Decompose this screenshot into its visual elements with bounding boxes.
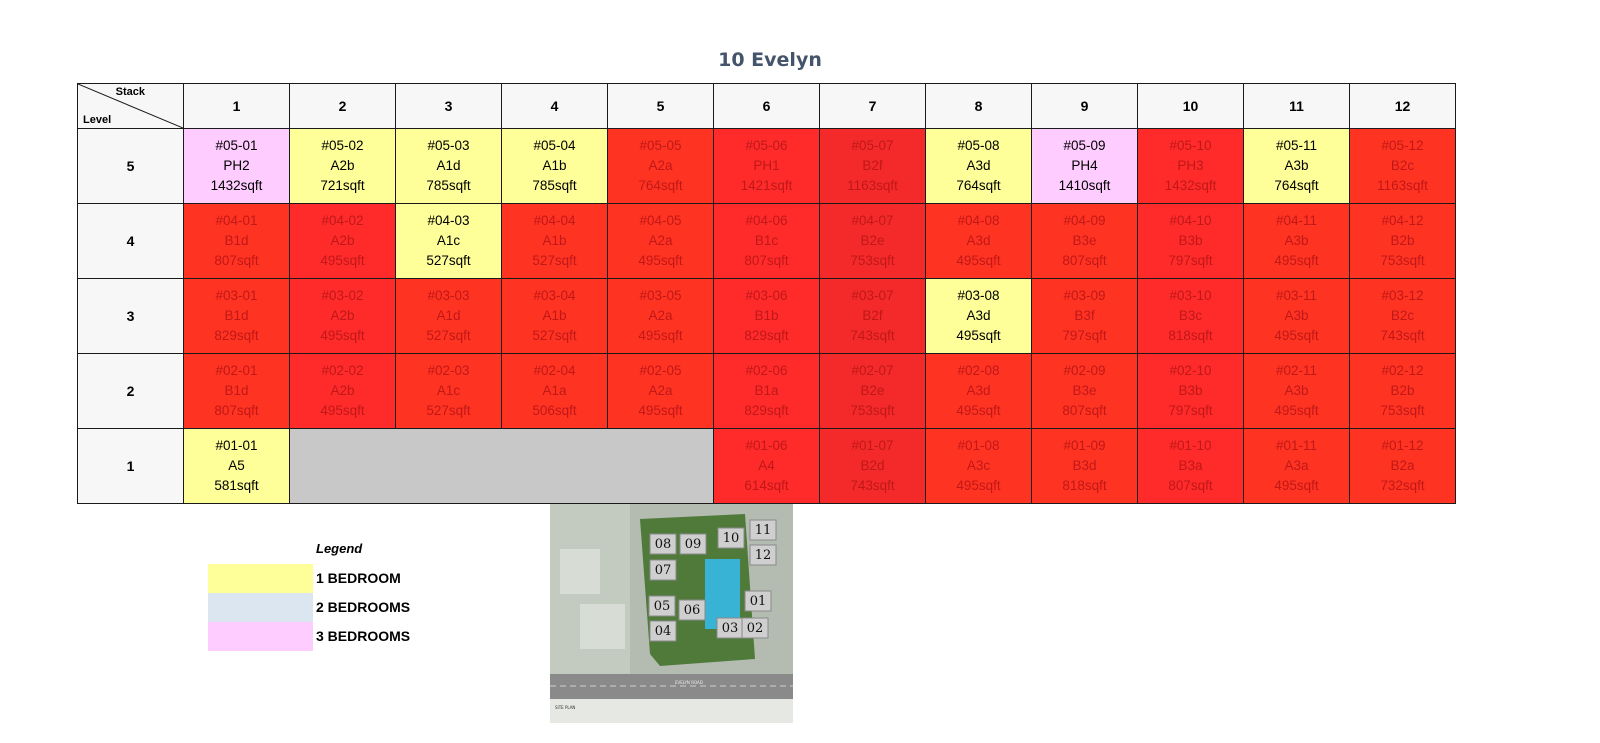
- unit-id: #03-04: [533, 288, 576, 303]
- unit-area: 743sqft: [850, 328, 895, 343]
- legend-item-1-bedroom: [208, 564, 528, 593]
- unit-cell[interactable]: [290, 279, 396, 354]
- unit-id: #05-01: [215, 138, 258, 153]
- unit-area: 527sqft: [532, 328, 577, 343]
- unit-area: 527sqft: [426, 328, 471, 343]
- unit-id: #02-11: [1275, 363, 1318, 378]
- unit-cell[interactable]: [1244, 354, 1350, 429]
- unit-area: 743sqft: [850, 478, 895, 493]
- unit-id: #03-10: [1169, 288, 1212, 303]
- legend-title: Legend: [316, 541, 363, 556]
- unit-cell[interactable]: [1244, 204, 1350, 279]
- unit-type: A2b: [330, 233, 355, 248]
- unit-cell[interactable]: [820, 279, 926, 354]
- unit-cell[interactable]: [396, 279, 502, 354]
- unit-type: B2f: [862, 158, 883, 173]
- stack-header-row: [78, 84, 1456, 129]
- unit-area: 753sqft: [850, 403, 895, 418]
- unit-cell[interactable]: [1032, 129, 1138, 204]
- unit-type: B3c: [1178, 308, 1203, 323]
- unit-id: #01-08: [957, 438, 1000, 453]
- unit-id: #05-03: [427, 138, 470, 153]
- unit-area: 807sqft: [1168, 478, 1213, 493]
- unit-cell[interactable]: [290, 204, 396, 279]
- unit-type: A3d: [966, 308, 991, 323]
- unit-id: #01-07: [851, 438, 894, 453]
- unit-id: #05-05: [639, 138, 682, 153]
- unit-id: #02-05: [639, 363, 682, 378]
- block-number-label: 08: [654, 537, 672, 552]
- site-plan-label: SITE PLAN: [555, 705, 576, 710]
- unit-cell[interactable]: [926, 354, 1032, 429]
- unit-cell[interactable]: [926, 204, 1032, 279]
- unit-area: 495sqft: [1274, 478, 1319, 493]
- unit-type: B1c: [754, 233, 779, 248]
- unit-type: A2a: [648, 383, 673, 398]
- unit-id: #01-11: [1275, 438, 1318, 453]
- stack-header-5: 5: [608, 84, 714, 129]
- unit-cell[interactable]: [184, 204, 290, 279]
- unit-type: A1c: [436, 233, 461, 248]
- unit-area: 495sqft: [638, 253, 683, 268]
- unit-cell[interactable]: [184, 279, 290, 354]
- unit-type: B2e: [860, 233, 885, 248]
- unit-id: #03-06: [745, 288, 788, 303]
- unit-id: #02-10: [1169, 363, 1212, 378]
- page-title: 10 Evelyn: [718, 49, 822, 71]
- unit-id: #05-07: [851, 138, 894, 153]
- unit-id: #03-08: [957, 288, 1000, 303]
- unit-cell[interactable]: [1350, 129, 1456, 204]
- unit-area: 495sqft: [956, 478, 1001, 493]
- unit-type: B1d: [224, 233, 249, 248]
- unit-type: B3a: [1178, 458, 1203, 473]
- legend-label: 3 BEDROOMS: [316, 628, 411, 644]
- legend-swatch: [208, 593, 313, 622]
- unit-area: 764sqft: [956, 178, 1001, 193]
- legend-swatch: [208, 622, 313, 651]
- unit-id: #05-10: [1169, 138, 1212, 153]
- unit-type: B3e: [1072, 383, 1097, 398]
- unit-type: A3a: [1284, 458, 1309, 473]
- unit-cell[interactable]: [714, 129, 820, 204]
- unit-cell[interactable]: [1032, 279, 1138, 354]
- stack-header-4: 4: [502, 84, 608, 129]
- unit-area: 527sqft: [426, 253, 471, 268]
- unit-type: A1d: [436, 158, 461, 173]
- unit-area: 495sqft: [638, 328, 683, 343]
- unit-type: A2a: [648, 158, 673, 173]
- unit-type: B2e: [860, 383, 885, 398]
- unit-id: #03-03: [427, 288, 470, 303]
- unit-cell[interactable]: [820, 354, 926, 429]
- unit-type: A2b: [330, 158, 355, 173]
- unit-id: #01-06: [745, 438, 788, 453]
- unit-type: A1a: [542, 383, 567, 398]
- unit-area: 1432sqft: [1164, 178, 1217, 193]
- unit-cell[interactable]: [926, 429, 1032, 504]
- unit-cell[interactable]: [820, 429, 926, 504]
- unit-area: 807sqft: [1062, 403, 1107, 418]
- unit-type: B3b: [1178, 383, 1203, 398]
- unit-id: #05-04: [533, 138, 576, 153]
- unit-id: #03-09: [1063, 288, 1106, 303]
- unit-id: #05-02: [321, 138, 364, 153]
- block-number-label: 06: [683, 603, 701, 618]
- unit-area: 495sqft: [320, 328, 365, 343]
- unit-area: 495sqft: [956, 403, 1001, 418]
- unit-id: #04-12: [1381, 213, 1424, 228]
- unit-type: B2a: [1390, 458, 1415, 473]
- unit-id: #04-04: [533, 213, 576, 228]
- stack-axis-label: Stack: [115, 86, 145, 98]
- unit-area: 495sqft: [1274, 253, 1319, 268]
- unit-type: A3d: [966, 158, 991, 173]
- unit-type: B2c: [1390, 158, 1415, 173]
- block-number-label: 05: [653, 599, 671, 614]
- unit-area: 829sqft: [744, 403, 789, 418]
- legend-item-3-bedrooms: [208, 622, 528, 651]
- level-row-3: [78, 279, 1456, 354]
- unit-id: #04-09: [1063, 213, 1106, 228]
- unit-id: #04-01: [215, 213, 258, 228]
- block-number-label: 11: [754, 523, 772, 538]
- stack-header-9: 9: [1032, 84, 1138, 129]
- unit-cell[interactable]: [608, 354, 714, 429]
- unit-area: 829sqft: [744, 328, 789, 343]
- unit-id: #05-08: [957, 138, 1000, 153]
- unit-id: #01-09: [1063, 438, 1106, 453]
- unit-type: B2d: [860, 458, 885, 473]
- unit-id: #04-05: [639, 213, 682, 228]
- unit-area: 807sqft: [1062, 253, 1107, 268]
- unit-cell[interactable]: [396, 204, 502, 279]
- unit-id: #02-08: [957, 363, 1000, 378]
- unit-id: #02-07: [851, 363, 894, 378]
- unit-cell[interactable]: [502, 129, 608, 204]
- unit-cell[interactable]: [608, 204, 714, 279]
- unit-area: 495sqft: [320, 253, 365, 268]
- level-row-1: [78, 429, 1456, 504]
- unit-cell[interactable]: [1244, 129, 1350, 204]
- unit-id: #04-02: [321, 213, 364, 228]
- unit-type: A1d: [436, 308, 461, 323]
- unit-type: B3e: [1072, 233, 1097, 248]
- unit-id: #03-12: [1381, 288, 1424, 303]
- unit-area: 797sqft: [1168, 403, 1213, 418]
- road-label: EVELYN ROAD: [675, 680, 703, 685]
- unit-type: PH3: [1177, 158, 1204, 173]
- unit-cell[interactable]: [184, 429, 290, 504]
- unit-type: B2b: [1390, 233, 1415, 248]
- unit-area: 753sqft: [1380, 253, 1425, 268]
- unit-cell[interactable]: [714, 279, 820, 354]
- unit-area: 785sqft: [426, 178, 471, 193]
- unit-type: B1d: [224, 308, 249, 323]
- unit-type: A2a: [648, 233, 673, 248]
- unit-cell[interactable]: [290, 129, 396, 204]
- unit-type: B2c: [1390, 308, 1415, 323]
- unit-type: A4: [758, 458, 775, 473]
- unit-type: A3b: [1284, 383, 1309, 398]
- unit-type: B2b: [1390, 383, 1415, 398]
- unit-id: #03-05: [639, 288, 682, 303]
- unit-area: 527sqft: [426, 403, 471, 418]
- stack-header-6: 6: [714, 84, 820, 129]
- stack-header-2: 2: [290, 84, 396, 129]
- unit-id: #02-12: [1381, 363, 1424, 378]
- unit-cell[interactable]: [714, 204, 820, 279]
- unit-cell[interactable]: [1032, 429, 1138, 504]
- unit-type: A3c: [966, 458, 991, 473]
- stack-header-12: 12: [1350, 84, 1456, 129]
- unit-area: 829sqft: [214, 328, 259, 343]
- unit-id: #03-11: [1275, 288, 1318, 303]
- unit-area: 764sqft: [1274, 178, 1319, 193]
- unit-area: 1163sqft: [847, 178, 898, 193]
- unit-cell[interactable]: [1244, 429, 1350, 504]
- stack-header-11: 11: [1244, 84, 1350, 129]
- unit-cell[interactable]: [1350, 204, 1456, 279]
- unit-cell[interactable]: [1244, 279, 1350, 354]
- no-unit-cell: [290, 429, 714, 504]
- unit-cell[interactable]: [1138, 354, 1244, 429]
- unit-type: A2a: [648, 308, 673, 323]
- unit-id: #01-10: [1169, 438, 1212, 453]
- block-number-label: 07: [654, 563, 672, 578]
- level-axis-label: Level: [83, 114, 112, 126]
- unit-type: A3b: [1284, 233, 1309, 248]
- site-plan-image: [550, 504, 793, 723]
- level-label: 2: [78, 354, 184, 429]
- level-row-2: [78, 354, 1456, 429]
- unit-area: 495sqft: [1274, 403, 1319, 418]
- unit-type: A1b: [542, 233, 567, 248]
- unit-area: 495sqft: [956, 328, 1001, 343]
- unit-cell[interactable]: [1138, 129, 1244, 204]
- stack-header-3: 3: [396, 84, 502, 129]
- unit-id: #04-07: [851, 213, 894, 228]
- unit-area: 743sqft: [1380, 328, 1425, 343]
- unit-id: #02-03: [427, 363, 470, 378]
- unit-cell[interactable]: [1032, 354, 1138, 429]
- unit-cell[interactable]: [1138, 204, 1244, 279]
- unit-type: A3b: [1284, 308, 1309, 323]
- unit-type: B1b: [754, 308, 779, 323]
- unit-id: #04-11: [1275, 213, 1318, 228]
- block-number-label: 01: [749, 594, 767, 609]
- block-number-label: 04: [654, 624, 672, 639]
- unit-area: 818sqft: [1062, 478, 1107, 493]
- unit-availability-chart: [77, 83, 1456, 504]
- unit-type: A1b: [542, 158, 567, 173]
- unit-cell[interactable]: [184, 354, 290, 429]
- unit-type: B2f: [862, 308, 883, 323]
- block-number-label: 02: [746, 621, 764, 636]
- unit-type: B1d: [224, 383, 249, 398]
- unit-type: PH2: [223, 158, 250, 173]
- unit-cell[interactable]: [820, 204, 926, 279]
- unit-area: 807sqft: [214, 403, 259, 418]
- unit-id: #01-01: [215, 438, 258, 453]
- unit-area: 1421sqft: [740, 178, 793, 193]
- stack-header-10: 10: [1138, 84, 1244, 129]
- unit-cell[interactable]: [608, 279, 714, 354]
- unit-id: #02-06: [745, 363, 788, 378]
- unit-cell[interactable]: [1350, 354, 1456, 429]
- unit-id: #01-12: [1381, 438, 1424, 453]
- unit-cell[interactable]: [396, 354, 502, 429]
- unit-area: 797sqft: [1062, 328, 1107, 343]
- legend-item-2-bedrooms: [208, 593, 528, 622]
- unit-type: A3d: [966, 383, 991, 398]
- block-number-label: 10: [722, 531, 740, 546]
- unit-id: #03-02: [321, 288, 364, 303]
- unit-type: A1c: [436, 383, 461, 398]
- unit-area: 495sqft: [320, 403, 365, 418]
- unit-cell[interactable]: [184, 129, 290, 204]
- unit-id: #03-01: [215, 288, 258, 303]
- unit-area: 581sqft: [214, 478, 259, 493]
- unit-cell[interactable]: [926, 279, 1032, 354]
- unit-id: #04-10: [1169, 213, 1212, 228]
- unit-type: A2b: [330, 383, 355, 398]
- unit-area: 527sqft: [532, 253, 577, 268]
- unit-area: 495sqft: [1274, 328, 1319, 343]
- unit-id: #02-09: [1063, 363, 1106, 378]
- block-number-label: 12: [754, 548, 772, 563]
- unit-area: 753sqft: [850, 253, 895, 268]
- unit-cell[interactable]: [502, 204, 608, 279]
- unit-cell[interactable]: [502, 279, 608, 354]
- unit-id: #04-08: [957, 213, 1000, 228]
- unit-id: #03-07: [851, 288, 894, 303]
- unit-area: 1410sqft: [1058, 178, 1111, 193]
- unit-area: 732sqft: [1380, 478, 1425, 493]
- unit-area: 753sqft: [1380, 403, 1425, 418]
- unit-cell[interactable]: [290, 354, 396, 429]
- unit-area: 495sqft: [638, 403, 683, 418]
- unit-id: #02-02: [321, 363, 364, 378]
- stack-header-8: 8: [926, 84, 1032, 129]
- unit-type: B1a: [754, 383, 779, 398]
- unit-type: A3b: [1284, 158, 1309, 173]
- unit-area: 1432sqft: [210, 178, 263, 193]
- stack-header-7: 7: [820, 84, 926, 129]
- unit-type: A5: [228, 458, 245, 473]
- unit-id: #02-01: [215, 363, 258, 378]
- unit-cell[interactable]: [608, 129, 714, 204]
- unit-type: A1b: [542, 308, 567, 323]
- unit-cell[interactable]: [396, 129, 502, 204]
- unit-area: 807sqft: [214, 253, 259, 268]
- corner-header: [78, 84, 184, 129]
- unit-cell[interactable]: [926, 129, 1032, 204]
- level-label: 3: [78, 279, 184, 354]
- unit-id: #04-06: [745, 213, 788, 228]
- unit-area: 818sqft: [1168, 328, 1213, 343]
- level-label: 1: [78, 429, 184, 504]
- block-number-label: 03: [721, 621, 739, 636]
- legend-label: 2 BEDROOMS: [316, 599, 411, 615]
- unit-cell[interactable]: [1350, 429, 1456, 504]
- unit-id: #05-06: [745, 138, 788, 153]
- unit-cell[interactable]: [1350, 279, 1456, 354]
- unit-type: PH1: [753, 158, 780, 173]
- unit-area: 614sqft: [744, 478, 789, 493]
- unit-id: #05-12: [1381, 138, 1424, 153]
- level-label: 5: [78, 129, 184, 204]
- unit-id: #05-09: [1063, 138, 1106, 153]
- unit-area: 797sqft: [1168, 253, 1213, 268]
- unit-cell[interactable]: [820, 129, 926, 204]
- unit-area: 764sqft: [638, 178, 683, 193]
- unit-area: 506sqft: [532, 403, 577, 418]
- unit-id: #02-04: [533, 363, 576, 378]
- unit-type: B3b: [1178, 233, 1203, 248]
- legend-label: 1 BEDROOM: [316, 570, 401, 586]
- unit-cell[interactable]: [714, 429, 820, 504]
- block-number-label: 09: [684, 537, 702, 552]
- unit-cell[interactable]: [714, 354, 820, 429]
- unit-cell[interactable]: [1138, 429, 1244, 504]
- unit-cell[interactable]: [1138, 279, 1244, 354]
- legend-swatch: [208, 564, 313, 593]
- unit-type: PH4: [1071, 158, 1098, 173]
- unit-type: A2b: [330, 308, 355, 323]
- level-row-4: [78, 204, 1456, 279]
- unit-area: 1163sqft: [1377, 178, 1428, 193]
- unit-area: 721sqft: [320, 178, 365, 193]
- unit-type: B3d: [1072, 458, 1097, 473]
- unit-area: 807sqft: [744, 253, 789, 268]
- unit-type: B3f: [1074, 308, 1095, 323]
- unit-id: #04-03: [427, 213, 470, 228]
- unit-cell[interactable]: [502, 354, 608, 429]
- stack-header-1: 1: [184, 84, 290, 129]
- unit-cell[interactable]: [1032, 204, 1138, 279]
- unit-type: A3d: [966, 233, 991, 248]
- level-label: 4: [78, 204, 184, 279]
- level-row-5: [78, 129, 1456, 204]
- unit-area: 495sqft: [956, 253, 1001, 268]
- unit-id: #05-11: [1275, 138, 1318, 153]
- unit-area: 785sqft: [532, 178, 577, 193]
